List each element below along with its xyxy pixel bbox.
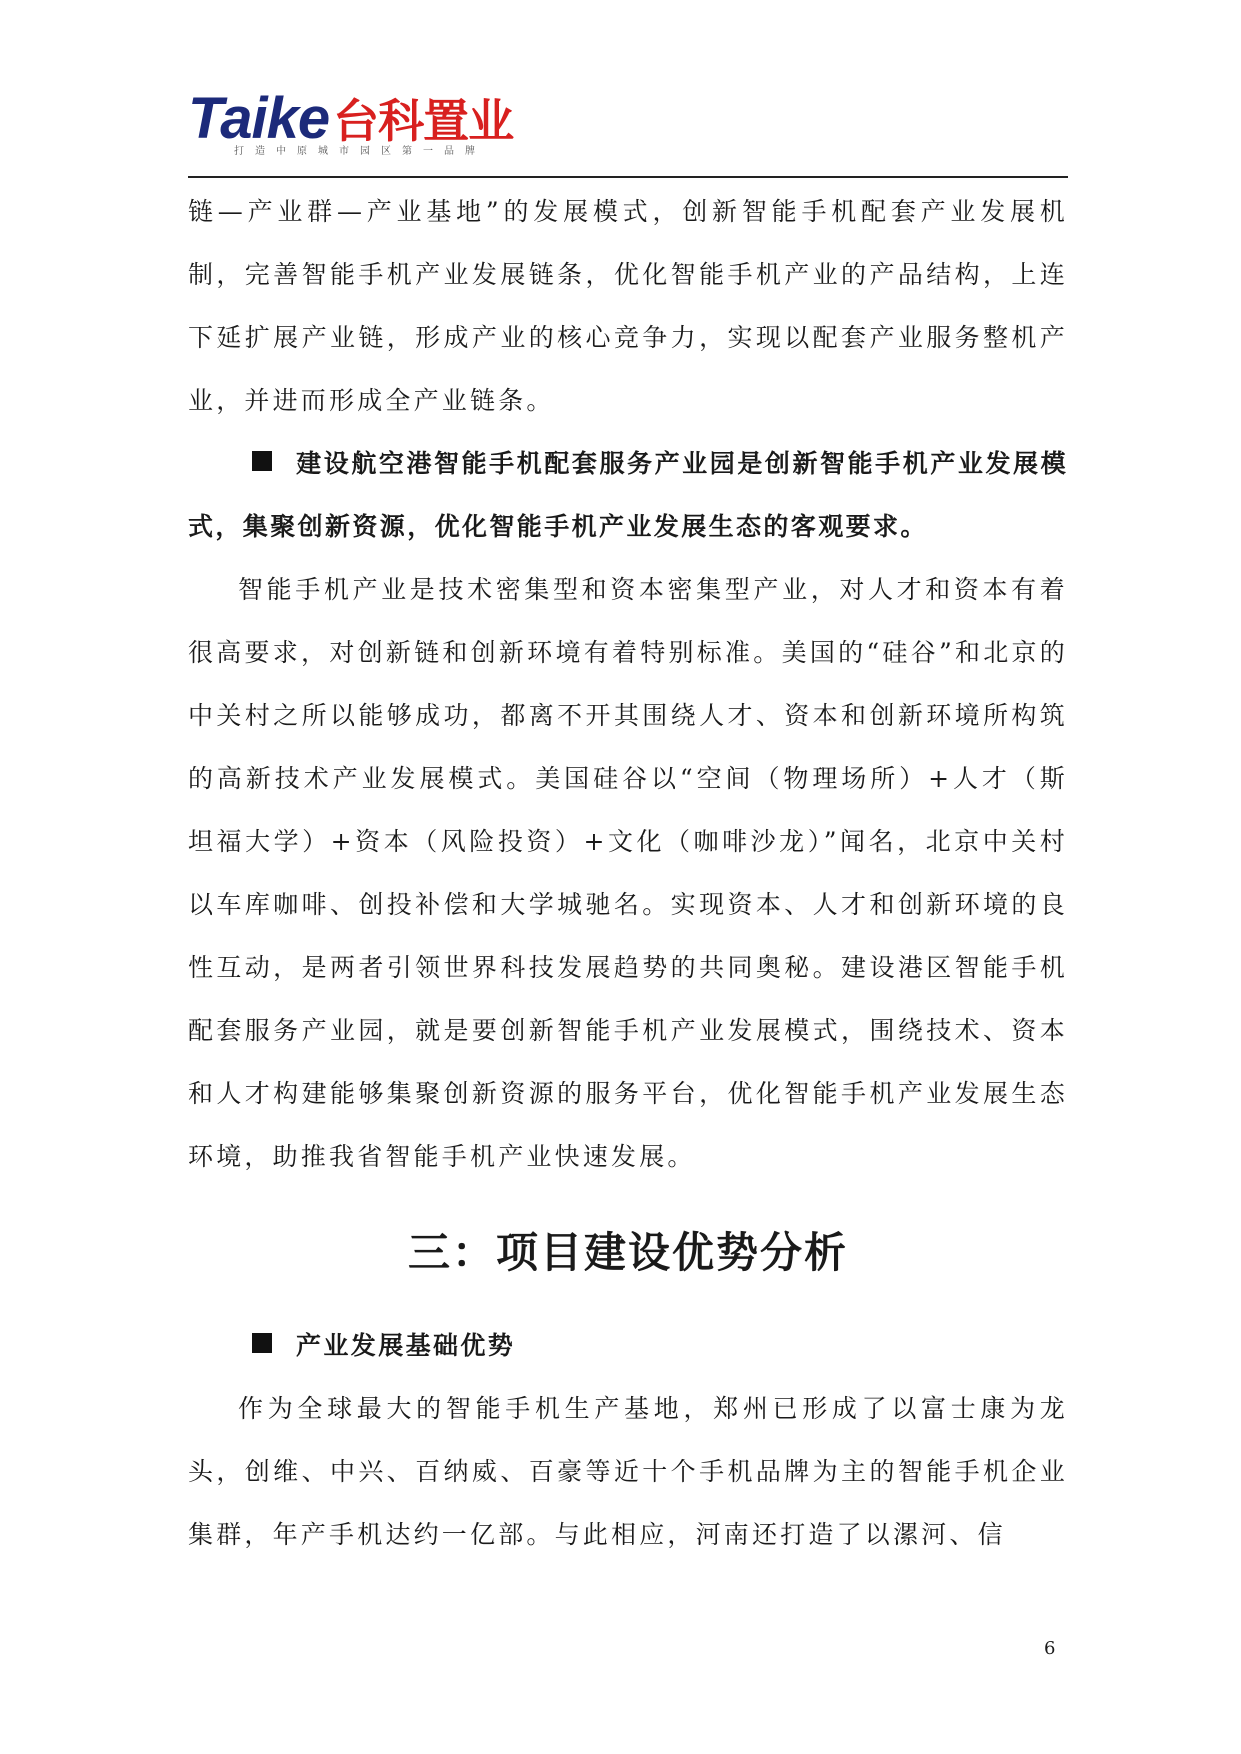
logo-chinese-text: 台科置业 — [333, 94, 514, 148]
document-body — [188, 180, 1068, 1566]
header-divider — [188, 176, 1068, 178]
logo-tagline: 打造中原城市园区第一品牌 — [234, 146, 486, 157]
page-header — [188, 78, 1068, 178]
square-bullet-icon — [252, 451, 272, 471]
logo-latin-text: Taike — [188, 86, 330, 151]
paragraph-2: 智能手机产业是技术密集型和资本密集型产业，对人才和资本有着很高要求，对创新链和创新环境有着特别标准。美国的“硅谷”和北京的中关村之所以能够成功，都离不开其围绕人才、资本和创新环境所构筑的高新技术产业发展模式。美国硅谷以“空间（物理场所）+人才（斯坦福大学）+资本（风险投资）+文化（咖啡沙龙）”闻名，北京中关村以车库咖啡、创投补偿和大学城驰名。实现资本、人才和创新环境的良性互动，是两者引领世界科技发展趋势的共同奥秘。建设港区智能手机配套服务产业园，就是要创新智能手机产业发展模式，围绕技术、资本和人才构建能够集聚创新资源的服务平台，优化智能手机产业发展生态环境，助推我省智能手机产业快速发展。 — [188, 575, 1068, 1171]
bullet-heading-1 — [188, 432, 1068, 558]
paragraph-3: 作为全球最大的智能手机生产基地，郑州已形成了以富士康为龙头，创维、中兴、百纳威、百豪等近十个手机品牌为主的智能手机企业集群，年产手机达约一亿部。与此相应，河南还打造了以漯河、信 — [188, 1394, 1068, 1549]
bullet-heading-1-text: 建设航空港智能手机配套服务产业园是创新智能手机产业发展模式，集聚创新资源，优化智能手机产业发展生态的客观要求。 — [188, 449, 1068, 541]
square-bullet-icon — [252, 1333, 272, 1353]
bullet-heading-2-text: 产业发展基础优势 — [296, 1331, 516, 1360]
company-logo — [188, 78, 514, 151]
page-number: 6 — [1044, 1638, 1056, 1659]
paragraph-continued: 链—产业群—产业基地”的发展模式，创新智能手机配套产业发展机制，完善智能手机产业发展链条，优化智能手机产业的产品结构，上连下延扩展产业链，形成产业的核心竞争力，实现以配套产业服务整机产业，并进而形成全产业链条。 — [188, 197, 1068, 415]
bullet-heading-2 — [188, 1314, 1068, 1377]
section-title: 三：项目建设优势分析 — [407, 1228, 848, 1277]
